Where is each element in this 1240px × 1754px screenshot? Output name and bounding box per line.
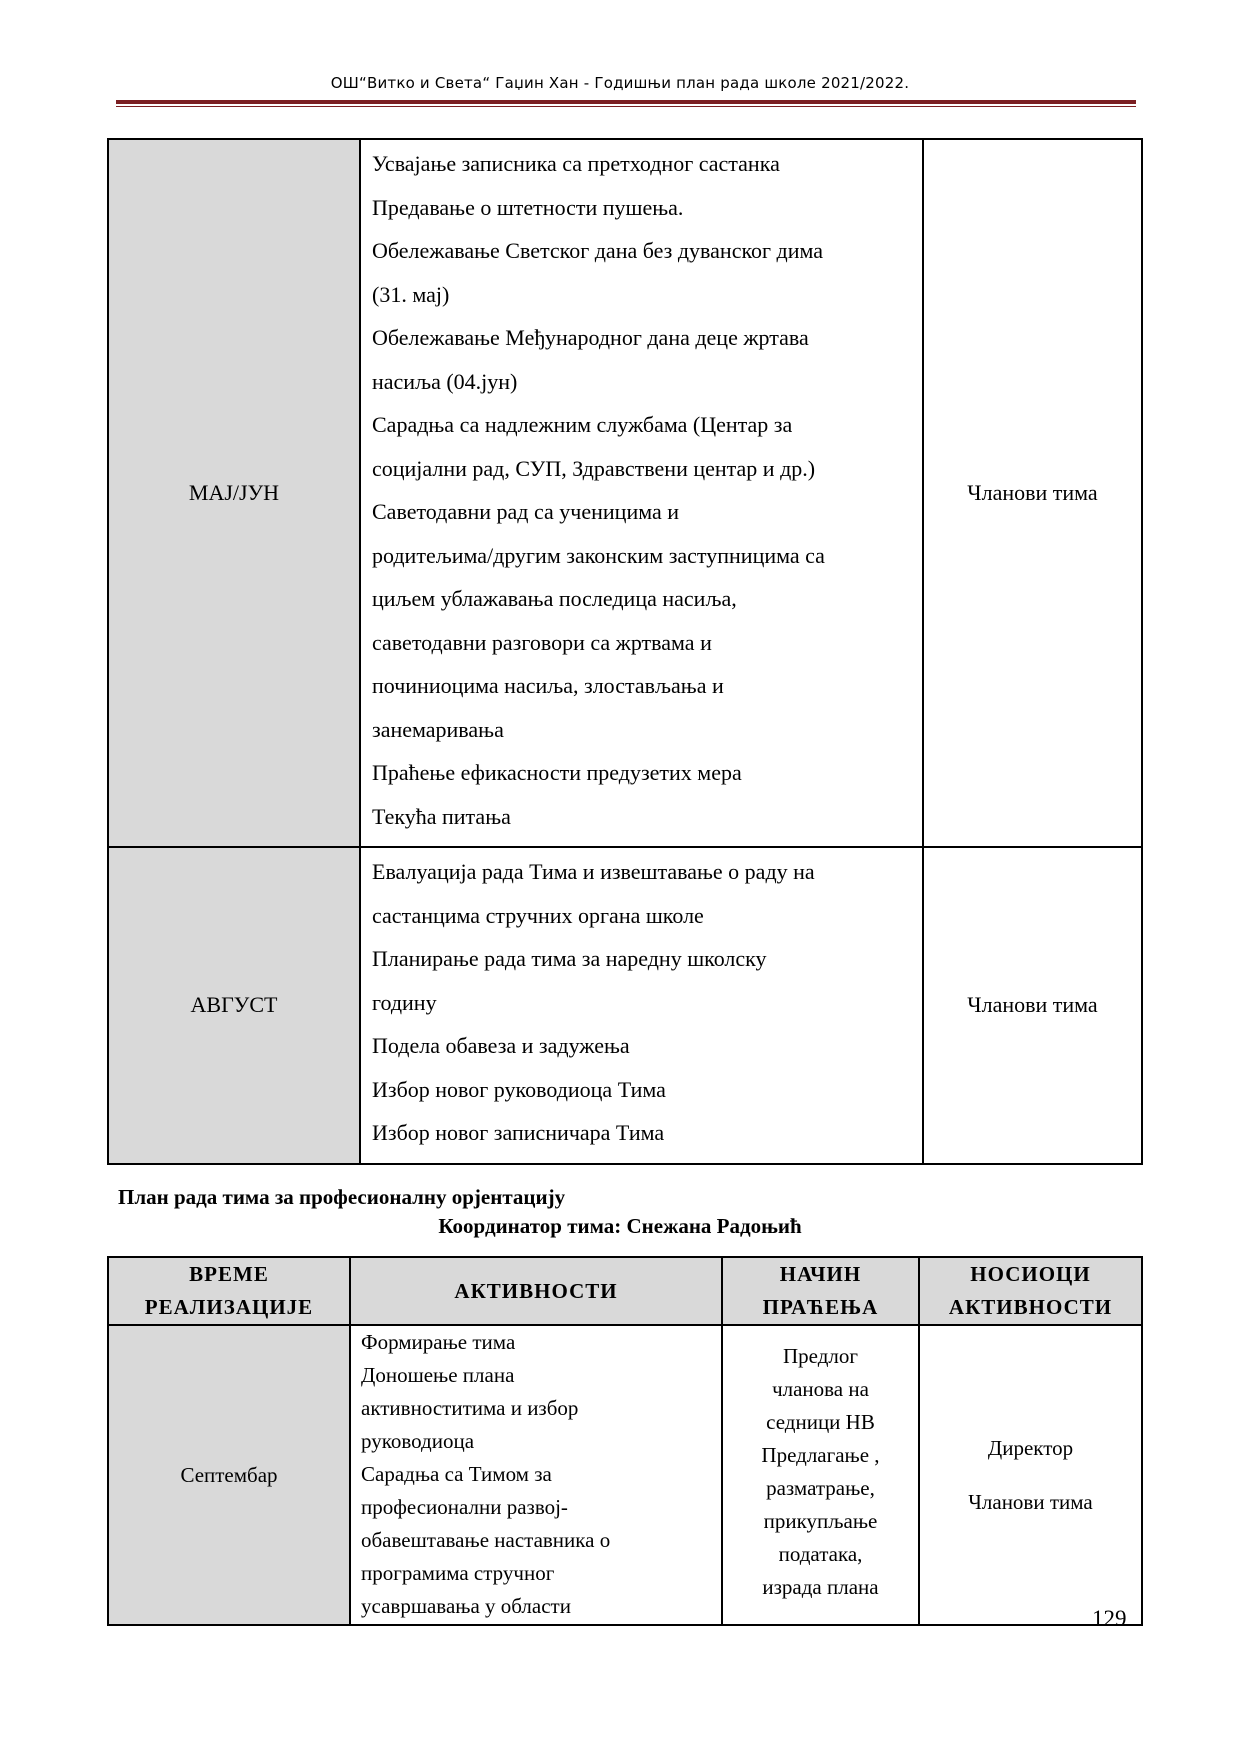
header-tracking: [722, 1257, 919, 1325]
coordinator-line: Координатор тима: Снежана Радоњић: [438, 1214, 802, 1238]
responsible-cell: Чланови тима: [923, 847, 1142, 1164]
header-holders-line1: НОСИОЦИ: [970, 1262, 1091, 1286]
activity-line: Обележавање Међународног дана деце жртава: [372, 325, 809, 350]
activity-line: Обележавање Светског дана без дуванског дима: [372, 238, 824, 263]
activity-line: Предавање о штетности пушења.: [372, 194, 684, 220]
activity-line: насиља (04.јун): [372, 368, 518, 394]
month-cell: МАЈ/ЈУН: [108, 139, 360, 847]
header-tracking-line2: ПРАЋЕЊА: [762, 1295, 879, 1319]
activity-line: Евалуација рада Тима и извештавање о раду на: [372, 859, 815, 884]
activities-cell: [360, 847, 923, 1164]
activity-line: починиоцима насиља, злостављања и: [372, 673, 724, 698]
header-time-line2: РЕАЛИЗАЦИЈЕ: [144, 1295, 314, 1319]
activities-cell: [360, 139, 923, 847]
activity-line: Формирање тима: [361, 1330, 516, 1354]
activity-line: Усвајање записника са претходног састанка: [372, 151, 780, 176]
holder-line: Директор: [987, 1436, 1074, 1460]
activity-line: (31. мај): [372, 281, 450, 307]
tracking-line: података,: [778, 1542, 863, 1566]
activity-line: Саветодавни рад са ученицима и: [372, 499, 680, 524]
month-cell: Септембар: [108, 1325, 350, 1625]
tracking-line: седници НВ: [766, 1410, 875, 1434]
activity-line: обавештавање наставника о: [361, 1528, 611, 1552]
tracking-line: чланова на: [772, 1377, 869, 1401]
activity-line: Подела обавеза и задужења: [372, 1033, 630, 1058]
header-activities: АКТИВНОСТИ: [350, 1257, 722, 1325]
header-rule-thin: [116, 106, 1136, 107]
responsible-cell: Чланови тима: [923, 139, 1142, 847]
tracking-line: разматрање,: [766, 1476, 875, 1500]
career-orientation-table: [107, 1256, 1143, 1626]
activity-line: Планирање рада тима за наредну школску: [372, 946, 767, 971]
table-header-row: [108, 1257, 1142, 1325]
table-row: [108, 139, 1142, 847]
activity-line: Праћење ефикасности предузетих мера: [372, 760, 742, 785]
holders-cell: [919, 1325, 1142, 1625]
header-holders: [919, 1257, 1142, 1325]
page-header: ОШ“Витко и Света“ Гаџин Хан - Годишњи план рада школе 2021/2022.: [330, 74, 910, 92]
tracking-cell: [722, 1325, 919, 1625]
activity-line: родитељима/другим законским заступницима са: [372, 542, 825, 568]
activity-line: Избор новог записничара Тима: [372, 1120, 665, 1145]
tracking-line: прикупљање: [763, 1509, 878, 1533]
section-title: План рада тима за професионалну орјентацију: [118, 1185, 566, 1209]
header-rule-thick: [116, 100, 1136, 104]
tracking-line: израда плана: [762, 1575, 879, 1599]
activity-line: Текућа питања: [372, 803, 511, 829]
tracking-line: Предлог: [783, 1344, 858, 1368]
activity-line: саветодавни разговори са жртвама и: [372, 629, 712, 655]
table-row: [108, 847, 1142, 1164]
activity-line: циљем ублажавања последица насиља,: [372, 586, 737, 611]
table-row: [108, 1325, 1142, 1625]
holder-line: Чланови тима: [968, 1490, 1093, 1514]
activity-line: активноститима и избор: [361, 1396, 579, 1420]
page-number: 129: [1092, 1606, 1127, 1631]
activity-line: занемаривања: [372, 716, 504, 742]
activity-line: руководиоца: [361, 1429, 475, 1453]
activity-line: годину: [372, 989, 437, 1015]
activities-cell: [350, 1325, 722, 1625]
activity-line: састанцима стручних органа школе: [372, 902, 704, 928]
header-holders-line2: АКТИВНОСТИ: [948, 1295, 1113, 1319]
header-tracking-line1: НАЧИН: [779, 1262, 862, 1286]
tracking-line: Предлагање ,: [761, 1443, 880, 1467]
activity-line: Сарадња са Тимом за: [361, 1462, 552, 1486]
month-cell: АВГУСТ: [108, 847, 360, 1164]
activity-line: Избор новог руководиоца Тима: [372, 1076, 666, 1102]
header-time-line1: ВРЕМЕ: [189, 1262, 269, 1286]
team-plan-table-continued: [107, 138, 1143, 1165]
activity-line: социјални рад, СУП, Здравствени центар и др.): [372, 455, 816, 481]
activity-line: програмима стручног: [361, 1561, 555, 1585]
activity-line: усавршавања у области: [361, 1594, 571, 1618]
activity-line: Доношење плана: [361, 1363, 515, 1387]
activity-line: професионални развој-: [361, 1495, 568, 1519]
activity-line: Сарадња са надлежним службама (Центар за: [372, 412, 793, 437]
header-time: [108, 1257, 350, 1325]
